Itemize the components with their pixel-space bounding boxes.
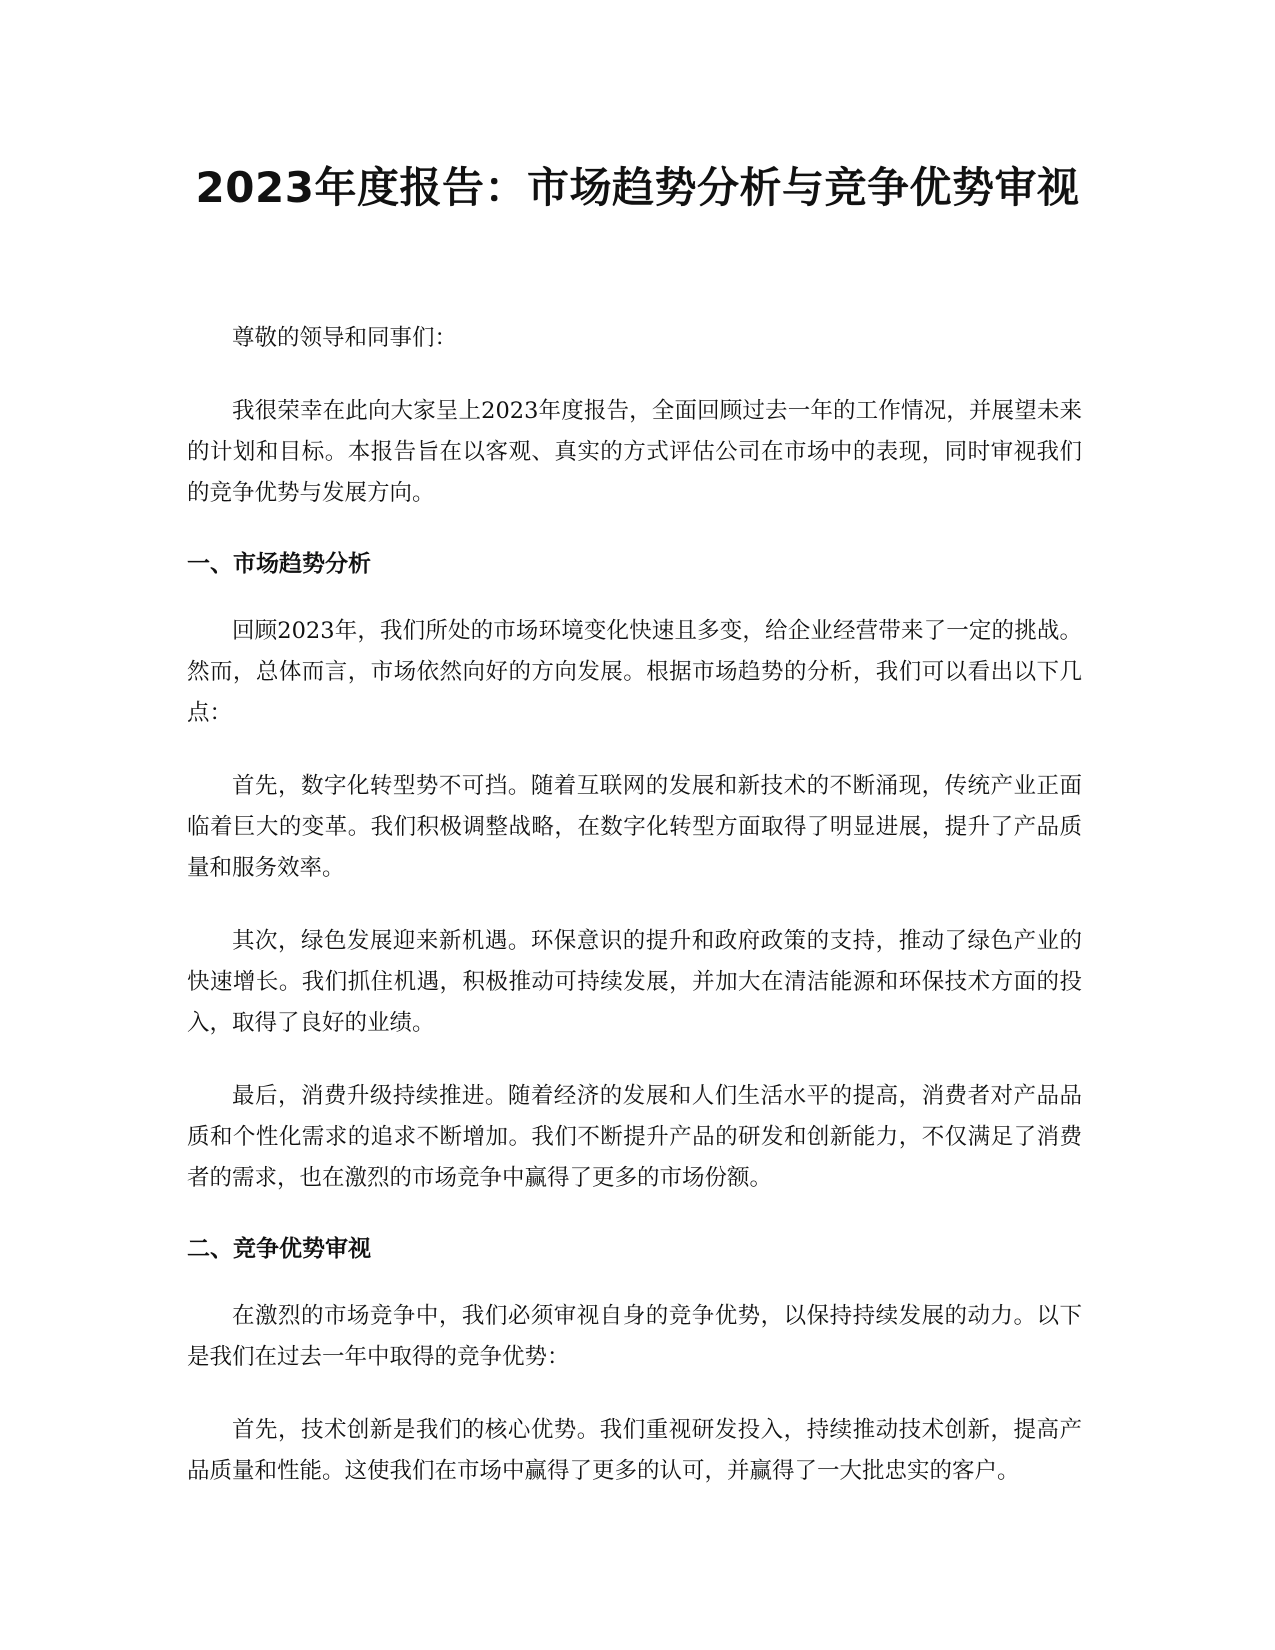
intro-paragraph: 我很荣幸在此向大家呈上2023年度报告，全面回顾过去一年的工作情况，并展望未来的计划和目标。本报告旨在以客观、真实的方式评估公司在市场中的表现，同时审视我们的竞争优势与发展方向。 (187, 398, 1082, 506)
competitive-advantage-paragraph: 在激烈的市场竞争中，我们必须审视自身的竞争优势，以保持持续发展的动力。以下是我们在过去一年中取得的竞争优势： (187, 1303, 1082, 1370)
market-trends-paragraph: 其次，绿色发展迎来新机遇。环保意识的提升和政府政策的支持，推动了绿色产业的快速增长。我们抓住机遇，积极推动可持续发展，并加大在清洁能源和环保技术方面的投入，取得了良好的业绩。 (187, 928, 1082, 1036)
salutation: 尊敬的领导和同事们： (232, 325, 458, 351)
section-heading-market-trends: 一、市场趋势分析 (187, 551, 371, 577)
market-trends-paragraph: 回顾2023年，我们所处的市场环境变化快速且多变，给企业经营带来了一定的挑战。然而，总体而言，市场依然向好的方向发展。根据市场趋势的分析，我们可以看出以下几点： (187, 618, 1082, 726)
section-heading-competitive-advantage: 二、竞争优势审视 (187, 1236, 371, 1262)
market-trends-paragraph: 首先，数字化转型势不可挡。随着互联网的发展和新技术的不断涌现，传统产业正面临着巨大的变革。我们积极调整战略，在数字化转型方面取得了明显进展，提升了产品质量和服务效率。 (187, 773, 1082, 881)
market-trends-paragraph: 最后，消费升级持续推进。随着经济的发展和人们生活水平的提高，消费者对产品品质和个性化需求的追求不断增加。我们不断提升产品的研发和创新能力，不仅满足了消费者的需求，也在激烈的市场竞争中赢得了更多的市场份额。 (187, 1083, 1082, 1191)
document-title: 2023年度报告：市场趋势分析与竞争优势审视 (195, 163, 1080, 212)
document-body (187, 318, 1082, 1524)
competitive-advantage-paragraph: 首先，技术创新是我们的核心优势。我们重视研发投入，持续推动技术创新，提高产品质量和性能。这使我们在市场中赢得了更多的认可，并赢得了一大批忠实的客户。 (187, 1417, 1082, 1484)
